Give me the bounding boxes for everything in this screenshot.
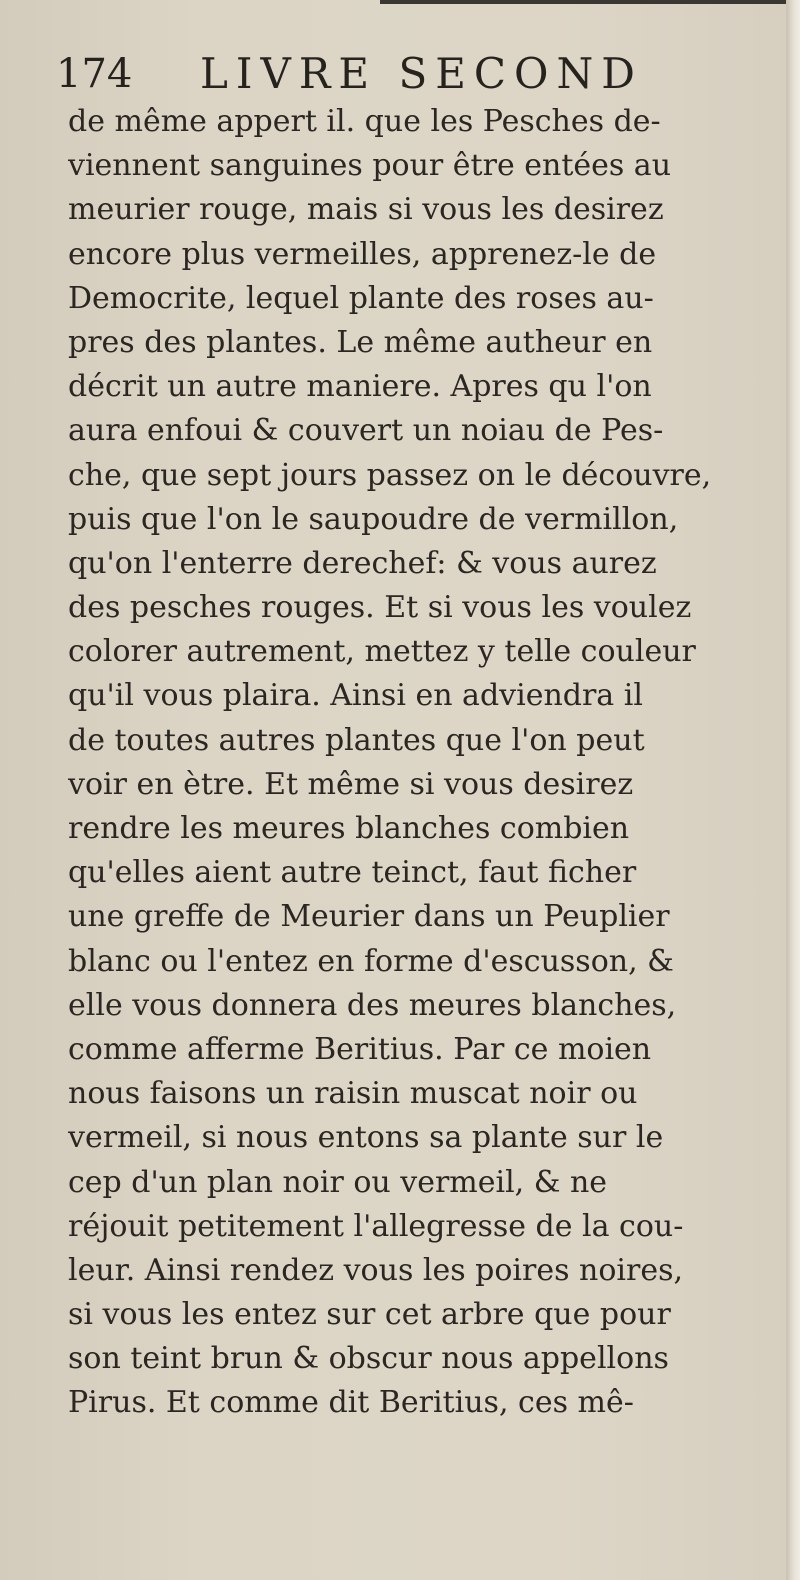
text-line: encore plus vermeilles, apprenez-le de bbox=[68, 236, 657, 272]
text-line: une greffe de Meurier dans un Peuplier bbox=[68, 899, 670, 935]
page-number: 174 bbox=[56, 51, 133, 97]
text-line: Democrite, lequel plante des roses au- bbox=[68, 280, 654, 316]
text-line: puis que l'on le saupoudre de vermillon, bbox=[68, 501, 679, 537]
text-line: de toutes autres plantes que l'on peut bbox=[68, 722, 645, 758]
text-line: nous faisons un raisin muscat noir ou bbox=[68, 1076, 638, 1112]
text-line: son teint brun & obscur nous appellons bbox=[68, 1341, 669, 1377]
text-line: qu'elles aient autre teinct, faut ficher bbox=[68, 855, 637, 891]
text-line: Pirus. Et comme dit Beritius, ces mê- bbox=[68, 1385, 634, 1421]
text-line: viennent sanguines pour être entées au bbox=[68, 148, 672, 184]
page-header bbox=[56, 44, 776, 104]
text-line: des pesches rouges. Et si vous les voulez bbox=[68, 590, 692, 626]
text-line: aura enfoui & couvert un noiau de Pes- bbox=[68, 413, 664, 449]
page-right-edge bbox=[786, 0, 800, 1580]
text-line: colorer autrement, mettez y telle couleur bbox=[68, 634, 696, 670]
text-line: che, que sept jours passez on le découvre, bbox=[68, 457, 712, 493]
text-line: elle vous donnera des meures blanches, bbox=[68, 987, 677, 1023]
text-line: comme afferme Beritius. Par ce moien bbox=[68, 1031, 652, 1067]
text-line: rendre les meures blanches combien bbox=[68, 811, 630, 846]
text-line: si vous les entez sur cet arbre que pour bbox=[68, 1297, 671, 1333]
body-text bbox=[68, 100, 758, 1426]
text-line: blanc ou l'entez en forme d'escusson, & bbox=[68, 943, 674, 979]
text-line: vermeil, si nous entons sa plante sur le bbox=[68, 1120, 664, 1156]
text-line: réjouit petitement l'allegresse de la cou- bbox=[68, 1208, 684, 1244]
page-top-edge bbox=[380, 0, 800, 4]
text-line: pres des plantes. Le même autheur en bbox=[68, 324, 653, 360]
text-line: leur. Ainsi rendez vous les poires noires, bbox=[68, 1252, 684, 1288]
running-head: LIVRE SECOND bbox=[200, 49, 643, 98]
text-line: voir en ètre. Et même si vous desirez bbox=[68, 766, 634, 802]
text-line: de même appert il. que les Pesches de- bbox=[68, 104, 661, 139]
text-line: cep d'un plan noir ou vermeil, & ne bbox=[68, 1164, 608, 1200]
text-line: décrit un autre maniere. Apres qu l'on bbox=[68, 369, 652, 405]
text-line: meurier rouge, mais si vous les desirez bbox=[68, 192, 664, 228]
text-line: qu'on l'enterre derechef: & vous aurez bbox=[68, 545, 657, 581]
text-line: qu'il vous plaira. Ainsi en adviendra il bbox=[68, 678, 643, 714]
